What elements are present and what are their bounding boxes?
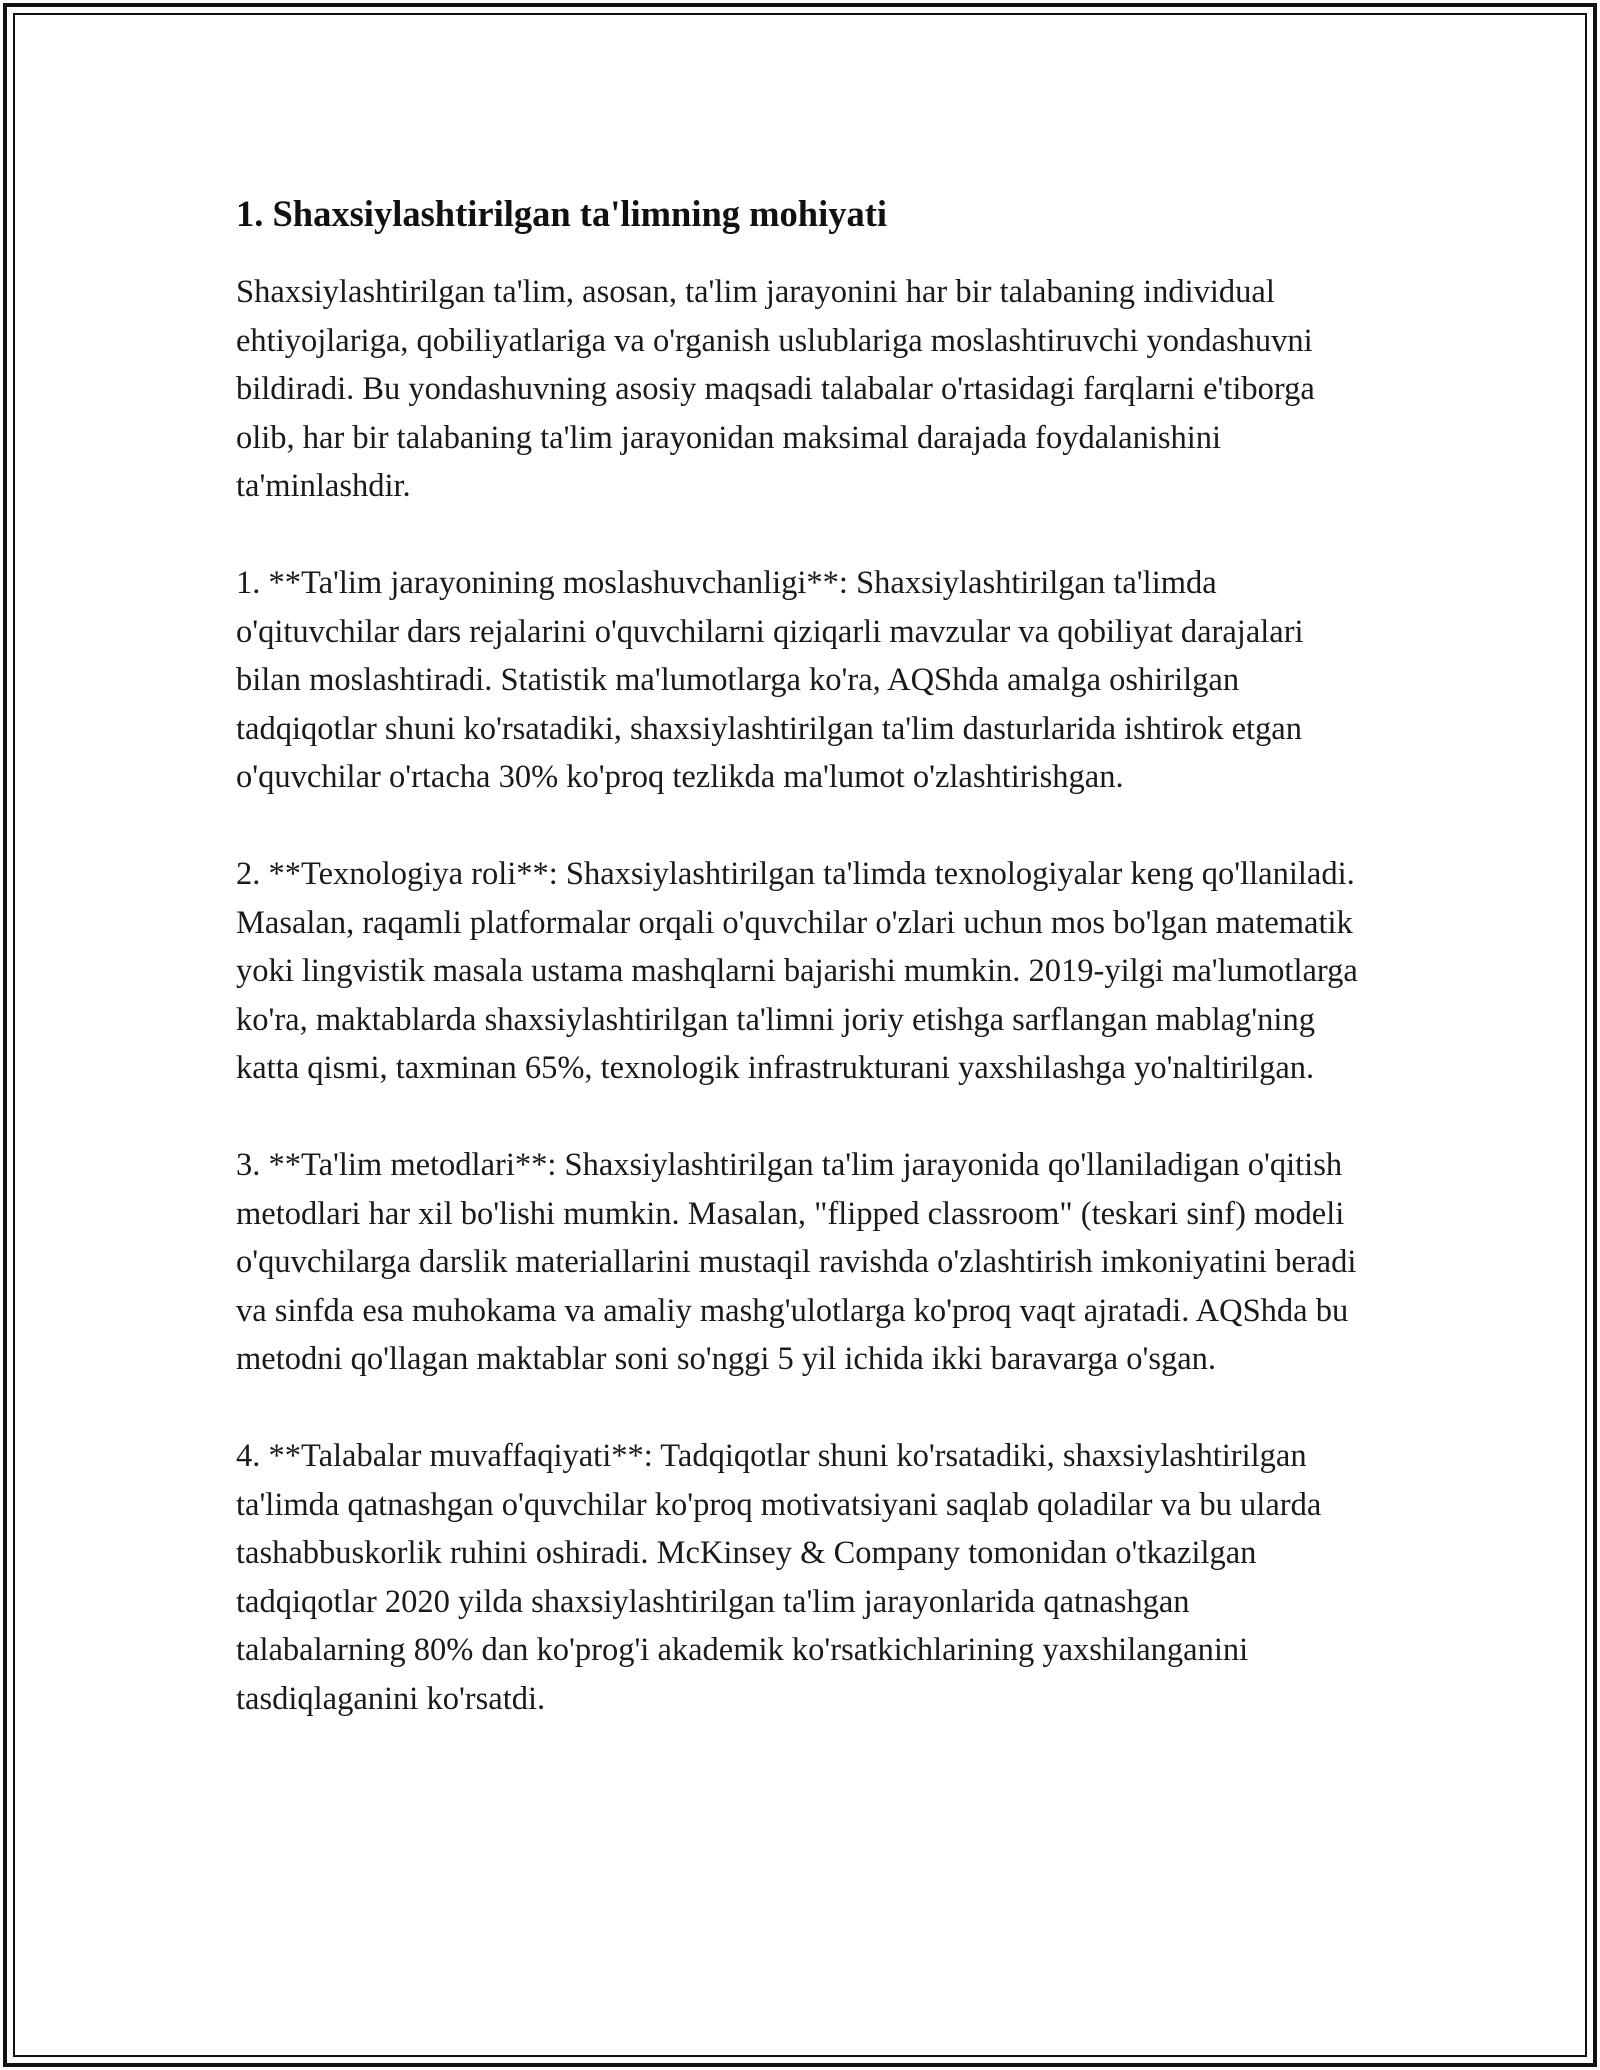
list-item-flexibility: 1. **Ta'lim jarayonining moslashuvchanligi**: Shaxsiylashtirilgan ta'limda o'qituvchilar dars rejalarini o'quvchilarni qiziqarli mavzular va qobiliyat darajalari bilan moslashtiradi. Statistik ma'lumotlarga ko'ra, AQShda amalga oshirilgan tadqiqotlar shuni ko'rsatadiki, shaxsiylashtirilgan ta'lim dasturlarida ishtirok etgan o'quvchilar o'rtacha 30% ko'proq tezlikda ma'lumot o'zlashtirishgan. (236, 565, 1304, 795)
list-item-technology: 2. **Texnologiya roli**: Shaxsiylashtirilgan ta'limda texnologiyalar keng qo'llaniladi. Masalan, raqamli platformalar orqali o'quvchilar o'zlari uchun mos bo'lgan matematik yoki lingvistik masala ustama mashqlarni bajarishi mumkin. 2019-yilgi ma'lumotlarga ko'ra, maktablarda shaxsiylashtirilgan ta'limni joriy etishga sarflangan mablag'ning katta qismi, taxminan 65%, texnologik infrastrukturani yaxshilashga yo'naltirilgan. (236, 856, 1358, 1086)
intro-paragraph: Shaxsiylashtirilgan ta'lim, asosan, ta'lim jarayonini har bir talabaning individual ehtiyojlariga, qobiliyatlariga va o'rganish uslublariga moslashtiruvchi yondashuvni bildiradi. Bu yondashuvning asosiy maqsadi talabalar o'rtasidagi farqlarni e'tiborga olib, har bir talabaning ta'lim jarayonidan maksimal darajada foydalanishini ta'minlashdir. (236, 274, 1315, 504)
section-heading: 1. Shaxsiylashtirilgan ta'limning mohiyati (236, 193, 888, 234)
list-item-student-success: 4. **Talabalar muvaffaqiyati**: Tadqiqotlar shuni ko'rsatadiki, shaxsiylashtirilgan ta'limda qatnashgan o'quvchilar ko'proq motivatsiyani saqlab qoladilar va bu ularda tashabbuskorlik ruhini oshiradi. McKinsey & Company tomonidan o'tkazilgan tadqiqotlar 2020 yilda shaxsiylashtirilgan ta'lim jarayonlarida qatnashgan talabalarning 80% dan ko'prog'i akademik ko'rsatkichlarining yaxshilanganini tasdiqlaganini ko'rsatdi. (236, 1438, 1322, 1717)
list-item-methods: 3. **Ta'lim metodlari**: Shaxsiylashtirilgan ta'lim jarayonida qo'llaniladigan o'qitish metodlari har xil bo'lishi mumkin. Masalan, "flipped classroom" (teskari sinf) modeli o'quvchilarga darslik materiallarini mustaqil ravishda o'zlashtirish imkoniyatini beradi va sinfda esa muhokama va amaliy mashg'ulotlarga ko'proq vaqt ajratadi. AQShda bu metodni qo'llagan maktablar soni so'nggi 5 yil ichida ikki baravarga o'sgan. (236, 1147, 1357, 1377)
document-body (236, 186, 1366, 1723)
